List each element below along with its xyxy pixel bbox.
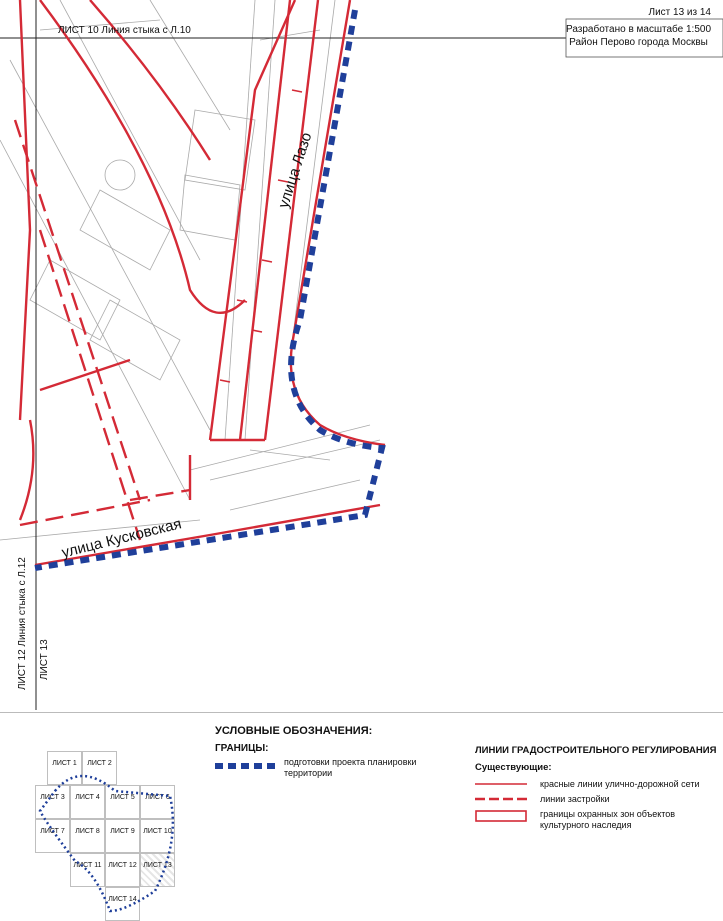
- building-lines: [15, 120, 190, 540]
- district-name: Район Перово города Москвы: [569, 37, 708, 48]
- legend-boundaries-label: ГРАНИЦЫ:: [215, 743, 269, 754]
- scale-block: [560, 23, 717, 49]
- joint-top-label: ЛИСТ 10 Линия стыка с Л.10: [58, 25, 191, 36]
- street-lazo-label: улица Лазо: [275, 130, 316, 211]
- protection-zone-icon: [475, 809, 527, 823]
- boundary-swatch-icon: [215, 761, 275, 771]
- key-sheet-2: ЛИСТ 2: [82, 751, 117, 785]
- legend-panel: [0, 712, 723, 915]
- key-sheet-1: ЛИСТ 1: [47, 751, 82, 785]
- legend-existing-label: Существующие:: [475, 762, 552, 773]
- key-sheet-12: ЛИСТ 12: [105, 853, 140, 887]
- red-line-icon: [475, 779, 527, 789]
- key-sheet-7: ЛИСТ 7: [35, 819, 70, 853]
- legend-item-protection-zones: границы охранных зон объектов культурного наследия: [540, 809, 676, 830]
- key-map-boundary: [35, 751, 185, 915]
- key-sheet-10: ЛИСТ 10: [140, 819, 175, 853]
- key-sheet-3: ЛИСТ 3: [35, 785, 70, 819]
- key-sheet-4: ЛИСТ 4: [70, 785, 105, 819]
- street-kuskovskaya-label: улица Кусковская: [60, 515, 184, 562]
- key-sheet-6: ЛИСТ 6: [140, 785, 175, 819]
- building-line-icon: [475, 794, 527, 804]
- legend-boundary-item: подготовки проекта планировки территории: [284, 757, 417, 778]
- legend-item-building-lines: линии застройки: [540, 794, 610, 804]
- scale-note: Разработано в масштабе 1:500: [565, 24, 711, 35]
- joint-left-label: ЛИСТ 12 Линия стыка с Л.12: [17, 557, 28, 690]
- key-map: [35, 751, 185, 915]
- sheet-number: Лист 13 из 14: [648, 7, 711, 18]
- legend-title: УСЛОВНЫЕ ОБОЗНАЧЕНИЯ:: [215, 725, 373, 737]
- key-sheet-11: ЛИСТ 11: [70, 853, 105, 887]
- key-sheet-5: ЛИСТ 5: [105, 785, 140, 819]
- key-sheet-9: ЛИСТ 9: [105, 819, 140, 853]
- sheet-left-label: ЛИСТ 13: [39, 639, 50, 680]
- key-sheet-8: ЛИСТ 8: [70, 819, 105, 853]
- key-sheet-13: ЛИСТ 13: [140, 853, 175, 887]
- legend-lines-title: ЛИНИИ ГРАДОСТРОИТЕЛЬНОГО РЕГУЛИРОВАНИЯ: [475, 745, 717, 756]
- legend-item-red-lines: красные линии улично-дорожной сети: [540, 779, 700, 789]
- key-sheet-14: ЛИСТ 14: [105, 887, 140, 921]
- project-boundary: [35, 10, 382, 568]
